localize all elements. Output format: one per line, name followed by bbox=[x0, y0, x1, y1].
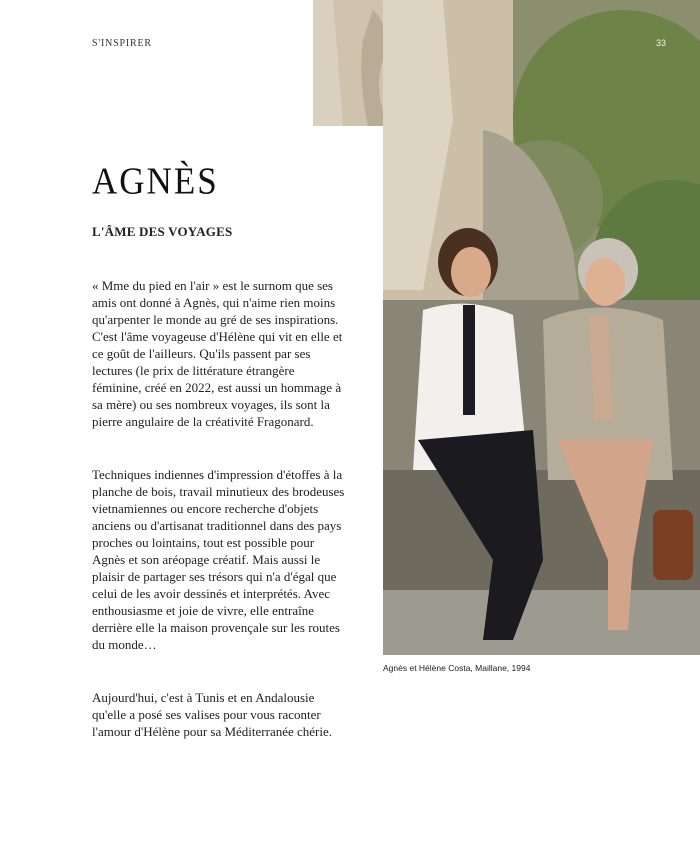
paragraph-1: « Mme du pied en l'air » est le surnom que ses amis ont donné à Agnès, qui n'aime rien moins qu'arpenter le monde au gré de ses inspirations. C'est l'âme voyageuse d'Hélène qui vit en elle et ce goût de l'ailleurs. Qu'ils passent par ses lectures (le prix de littérature étrangère féminine, créé en 2022, est aussi un hommage à sa mère) ou ses nombreux voyages, ils sont la pierre angulaire de la créativité Fragonard. bbox=[92, 278, 343, 429]
section-label: S'INSPIRER bbox=[92, 38, 152, 49]
article-subtitle: L'ÂME DES VOYAGES bbox=[92, 224, 233, 239]
paragraph-3: Aujourd'hui, c'est à Tunis et en Andalousie qu'elle a posé ses valises pour vous raconter l'amour d'Hélène pour sa Méditerranée chérie. bbox=[92, 690, 333, 739]
photo-agnes-helene bbox=[383, 0, 700, 655]
page-number: 33 bbox=[656, 38, 667, 48]
paragraph-2: Techniques indiennes d'impression d'étoffes à la planche de bois, travail minutieux des brodeuses vietnamiennes ou encore recherche d'objets anciens ou d'artisanat traditionnel dans des pays proches ou lointains, tout est possible pour Agnès et son aréopage créatif. Mais aussi le plaisir de partager ses trésors qui n'a d'égal que celui de les avoir dessinés et interprétés. Avec enthousiasme et joie de vivre, elle entraîne derrière elle la maison provençale sur les routes du monde… bbox=[92, 467, 345, 652]
article-title: AGNÈS bbox=[92, 160, 219, 203]
photo-caption: Agnès et Hélène Costa, Maillane, 1994 bbox=[383, 663, 531, 673]
